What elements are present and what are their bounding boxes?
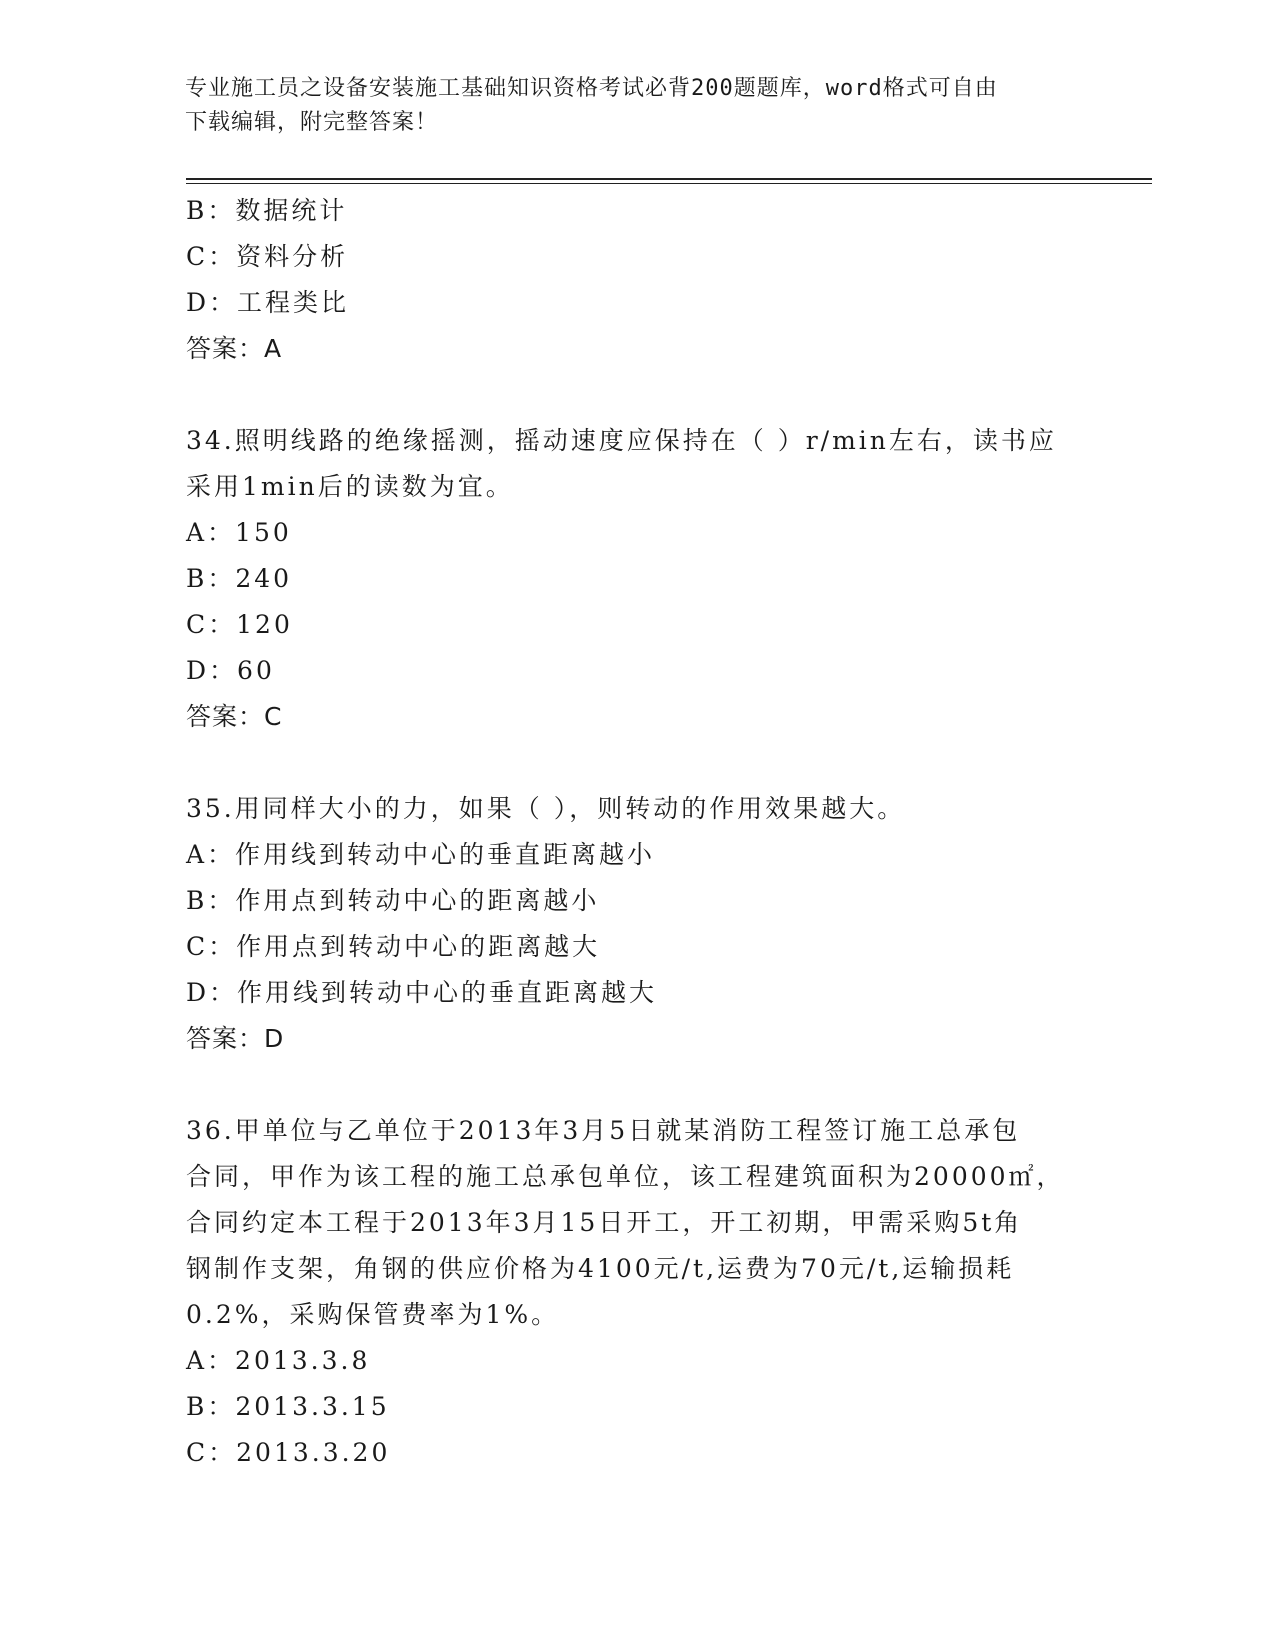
option-a: A：150 [186, 518, 292, 547]
header-line-2: 下载编辑，附完整答案！ [185, 110, 439, 135]
question-36 [186, 1108, 1086, 1476]
option-d: D：作用线到转动中心的垂直距离越大 [186, 978, 658, 1007]
question-stem-line-5: 0.2%，采购保管费率为1%。 [186, 1300, 560, 1329]
option-b: B：2013.3.15 [186, 1392, 390, 1421]
question-34 [186, 418, 1086, 740]
header-rule-thin [186, 183, 1152, 184]
option-c: C：120 [186, 610, 293, 639]
option-b: B：240 [186, 564, 293, 593]
option-d: D：60 [186, 656, 275, 685]
option-d: D：工程类比 [186, 288, 350, 317]
question-stem-line-3: 合同约定本工程于2013年3月15日开工，开工初期，甲需采购5t角 [186, 1208, 1023, 1237]
question-35 [186, 786, 1086, 1062]
option-b: B：作用点到转动中心的距离越小 [186, 886, 600, 915]
document-header [185, 72, 1085, 140]
question-stem-line-1: 36.甲单位与乙单位于2013年3月5日就某消防工程签订施工总承包 [186, 1116, 1021, 1145]
option-c: C：2013.3.20 [186, 1438, 391, 1467]
option-c: C：作用点到转动中心的距离越大 [186, 932, 601, 961]
option-c: C：资料分析 [186, 242, 349, 271]
header-line-1: 专业施工员之设备安装施工基础知识资格考试必背200题题库，word格式可自由 [185, 76, 998, 101]
answer-line: 答案：A [186, 334, 283, 363]
spacer [186, 740, 1086, 786]
question-stem-line-1: 34.照明线路的绝缘摇测，摇动速度应保持在（ ）r/min左右，读书应 [186, 426, 1057, 455]
option-a: A：作用线到转动中心的垂直距离越小 [186, 840, 656, 869]
question-list [186, 188, 1086, 1476]
option-a: A：2013.3.8 [186, 1346, 371, 1375]
answer-line: 答案：C [186, 702, 283, 731]
answer-line: 答案：D [186, 1024, 285, 1053]
header-rule-thick [186, 178, 1152, 180]
question-stem-line-2: 合同，甲作为该工程的施工总承包单位，该工程建筑面积为20000㎡， [186, 1162, 1065, 1191]
option-b: B：数据统计 [186, 196, 348, 225]
question-stem-line-1: 35.用同样大小的力，如果（ ），则转动的作用效果越大。 [186, 794, 906, 823]
question-33-tail [186, 188, 1086, 372]
spacer [186, 1062, 1086, 1108]
spacer [186, 372, 1086, 418]
question-stem-line-4: 钢制作支架，角钢的供应价格为4100元/t,运费为70元/t,运输损耗 [186, 1254, 1015, 1283]
question-stem-line-2: 采用1min后的读数为宜。 [186, 472, 514, 501]
